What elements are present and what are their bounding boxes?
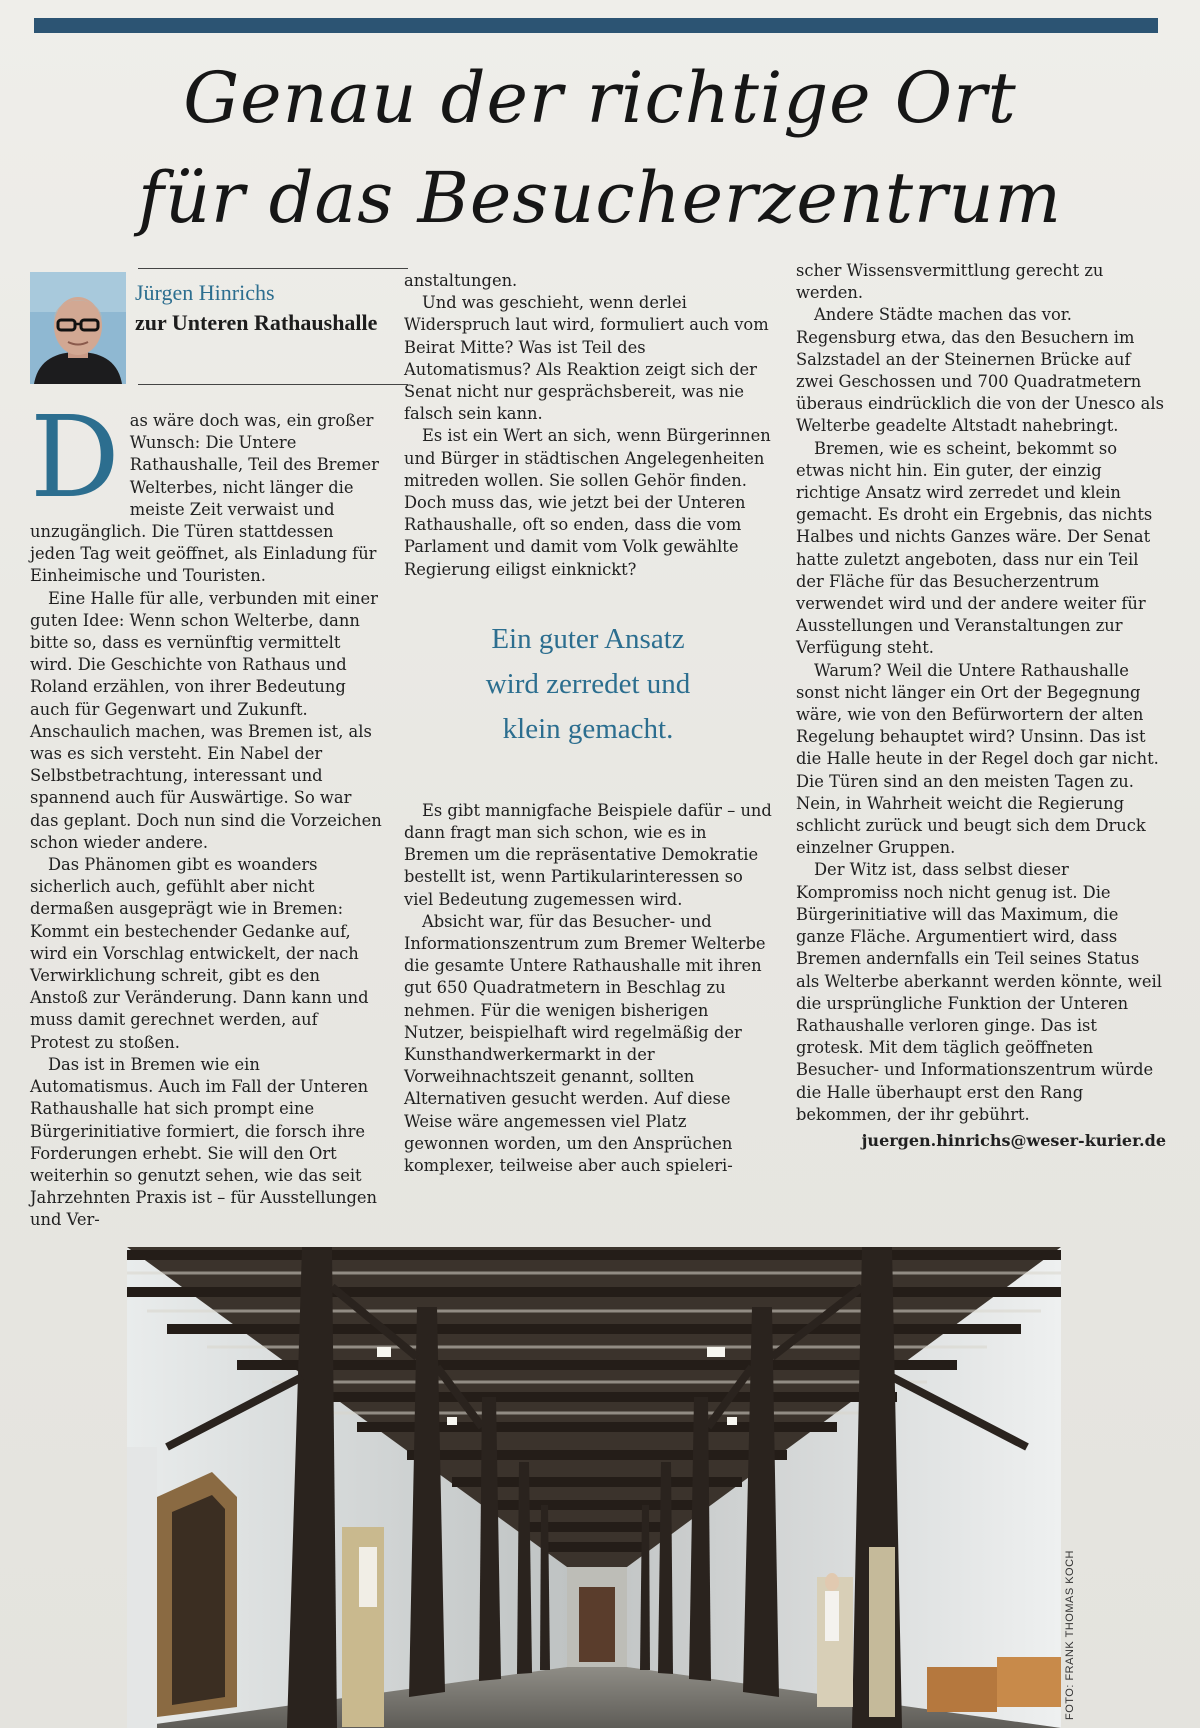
article-column-1 — [30, 393, 382, 1232]
author-byline — [30, 268, 380, 388]
headline — [40, 48, 1160, 248]
pull-quote — [404, 617, 772, 752]
article-column-3 — [796, 260, 1166, 1152]
paragraph: Das Phänomen gibt es woanders sicherlich auch, gefühlt aber nicht dermaßen ausgeprägt wie in Bremen: Kommt ein bestechender Gedanke auf, wird ein Vorschlag entwickelt, der nach Verwirklichung schreit, gibt es den Anstoß zur Veränderung. Dann kann und muss damit gerechnet werden, auf Protest zu stoßen. — [30, 855, 369, 1052]
paragraph: Absicht war, für das Besucher- und Informationszentrum zum Bremer Welterbe die gesamte Untere Rathaushalle mit ihren gut 650 Quadratmetern in Beschlag zu nehmen. Für die wenigen bisherigen Nutzer, beispielhaft wird regelmäßig der Kunsthandwerkermarkt in der Vorweihnachtszeit genannt, sollten Alternativen gesucht werden. Auf diese Weise wäre angemessen viel Platz gewonnen worden, um den Ansprüchen komplexer, teilweise aber auch spieleri- — [404, 911, 766, 1176]
byline-rule-top — [138, 268, 408, 269]
pull-quote-line-2: wird zerredet und — [485, 667, 691, 700]
author-portrait — [30, 272, 126, 384]
hall-photo — [127, 1247, 1061, 1728]
paragraph: Andere Städte machen das vor. Regensburg etwa, das den Besuchern im Salzstadel an der Steinernen Brücke auf zwei Geschossen und 700 Quadratmetern überaus eindrücklich die von der Unesco als Welterbe geadelte Altstadt nahebringt. — [796, 305, 1164, 436]
paragraph: Eine Halle für alle, verbunden mit einer guten Idee: Wenn schon Welterbe, dann bitte so, dass es vernünftig vermittelt wird. Die Geschichte von Rathaus und Roland erzählen, von ihrer Bedeutung auch für Gegenwart und Zukunft. Anschaulich machen, was Bremen ist, als was es sich versteht. Ein Nabel der Selbstbetrachtung, interessant und spannend auch für Auswärtige. So war das geplant. Doch nun sind die Vorzeichen schon wieder andere. — [30, 588, 382, 852]
pull-quote-line-3: klein gemacht. — [502, 712, 674, 745]
top-color-bar — [34, 18, 1158, 33]
drop-cap: D — [30, 393, 120, 523]
author-portrait-image — [30, 272, 126, 384]
paragraph: scher Wissensvermittlung gerecht zu werden. — [796, 261, 1104, 303]
paragraph: Warum? Weil die Untere Rathaushalle sonst nicht länger ein Ort der Begegnung wäre, wie von den Befürwortern der alten Regelung behauptet wird? Unsinn. Das ist die Halle heute in der Regel doch gar nicht. Die Türen sind an den meisten Tagen zu. Nein, in Wahrheit weicht die Regierung schlicht zurück und beugt sich dem Druck einzelner Gruppen. — [796, 660, 1159, 858]
paragraph: Bremen, wie es scheint, bekommt so etwas nicht hin. Ein guter, der einzig richtige Ansatz wird zerredet und klein gemacht. Es droht ein Ergebnis, das nichts Halbes und nichts Ganzes wäre. Der Senat hatte zuletzt angeboten, dass nur ein Teil der Fläche für das Besucherzentrum verwendet wird und der andere weiter für Ausstellungen und Veranstaltungen zur Verfügung steht. — [796, 438, 1153, 658]
hall-photo-image — [127, 1247, 1061, 1728]
paragraph: Es ist ein Wert an sich, wenn Bürgerinnen und Bürger in städtischen Angelegenheiten mitreden wollen. Sie sollen Gehör finden. Doch muss das, wie jetzt bei der Unteren Rathaushalle, oft so enden, dass die vom Parlament und damit vom Volk gewählte Regierung eiligst einknickt? — [404, 426, 771, 579]
pull-quote-line-1: Ein guter Ansatz — [491, 622, 685, 655]
byline-rule-bottom — [138, 384, 408, 385]
paragraph: Es gibt mannigfache Beispiele dafür – und dann fragt man sich schon, wie es in Bremen um die repräsentative Demokratie bestellt ist, wenn Partikularinteressen so viel Bedeutung zugemessen wird. — [404, 800, 772, 909]
paragraph-text: as wäre doch was, ein großer Wunsch: Die Untere Rathaushalle, Teil des Bremer Welterbes, nicht länger die meiste Zeit verwaist und unzugänglich. Die Türen stattdessen jeden Tag weit geöffnet, als Einladung für Einheimische und Touristen. — [30, 411, 379, 586]
paragraph: Das ist in Bremen wie ein Automatismus. Auch im Fall der Unteren Rathaushalle hat sich prompt eine Bürgerinitiative formiert, die forsch ihre Forderungen erhebt. Sie will den Ort weiterhin so genutzt sehen, wie das seit Jahrzehnten Praxis ist – für Ausstellungen und Ver- — [30, 1054, 378, 1230]
headline-line-2: für das Besucherzentrum — [138, 157, 1062, 239]
article-column-2 — [404, 270, 772, 1177]
photo-credit: FOTO: FRANK THOMAS KOCH — [1064, 1550, 1076, 1720]
author-email: juergen.hinrichs@weser-kurier.de — [861, 1130, 1166, 1150]
author-name: Jürgen Hinrichs — [135, 280, 275, 305]
headline-line-1: Genau der richtige Ort — [183, 57, 1017, 139]
paragraph: anstaltungen. — [404, 271, 518, 290]
paragraph — [30, 393, 382, 588]
paragraph: Der Witz ist, dass selbst dieser Kompromiss noch nicht genug ist. Die Bürgerinitiative will das Maximum, die ganze Fläche. Argumentiert wird, dass Bremen andernfalls ein Teil seines Status als Welterbe aberkannt werden könnte, weil die ursprüngliche Funktion der Unteren Rathaushalle verloren ginge. Das ist grotesk. Mit dem täglich geöffneten Besucher- und Informationszentrum würde die Halle überhaupt erst den Rang bekommen, der ihr gebührt. — [796, 860, 1162, 1124]
author-topic: zur Unteren Rathaushalle — [135, 310, 378, 335]
paragraph: Und was geschieht, wenn derlei Widerspruch laut wird, formuliert auch vom Beirat Mitte? Was ist Teil des Automatismus? Als Reaktion zeigt sich der Senat nicht nur gesprächsbereit, was nie falsch sein kann. — [404, 293, 769, 424]
